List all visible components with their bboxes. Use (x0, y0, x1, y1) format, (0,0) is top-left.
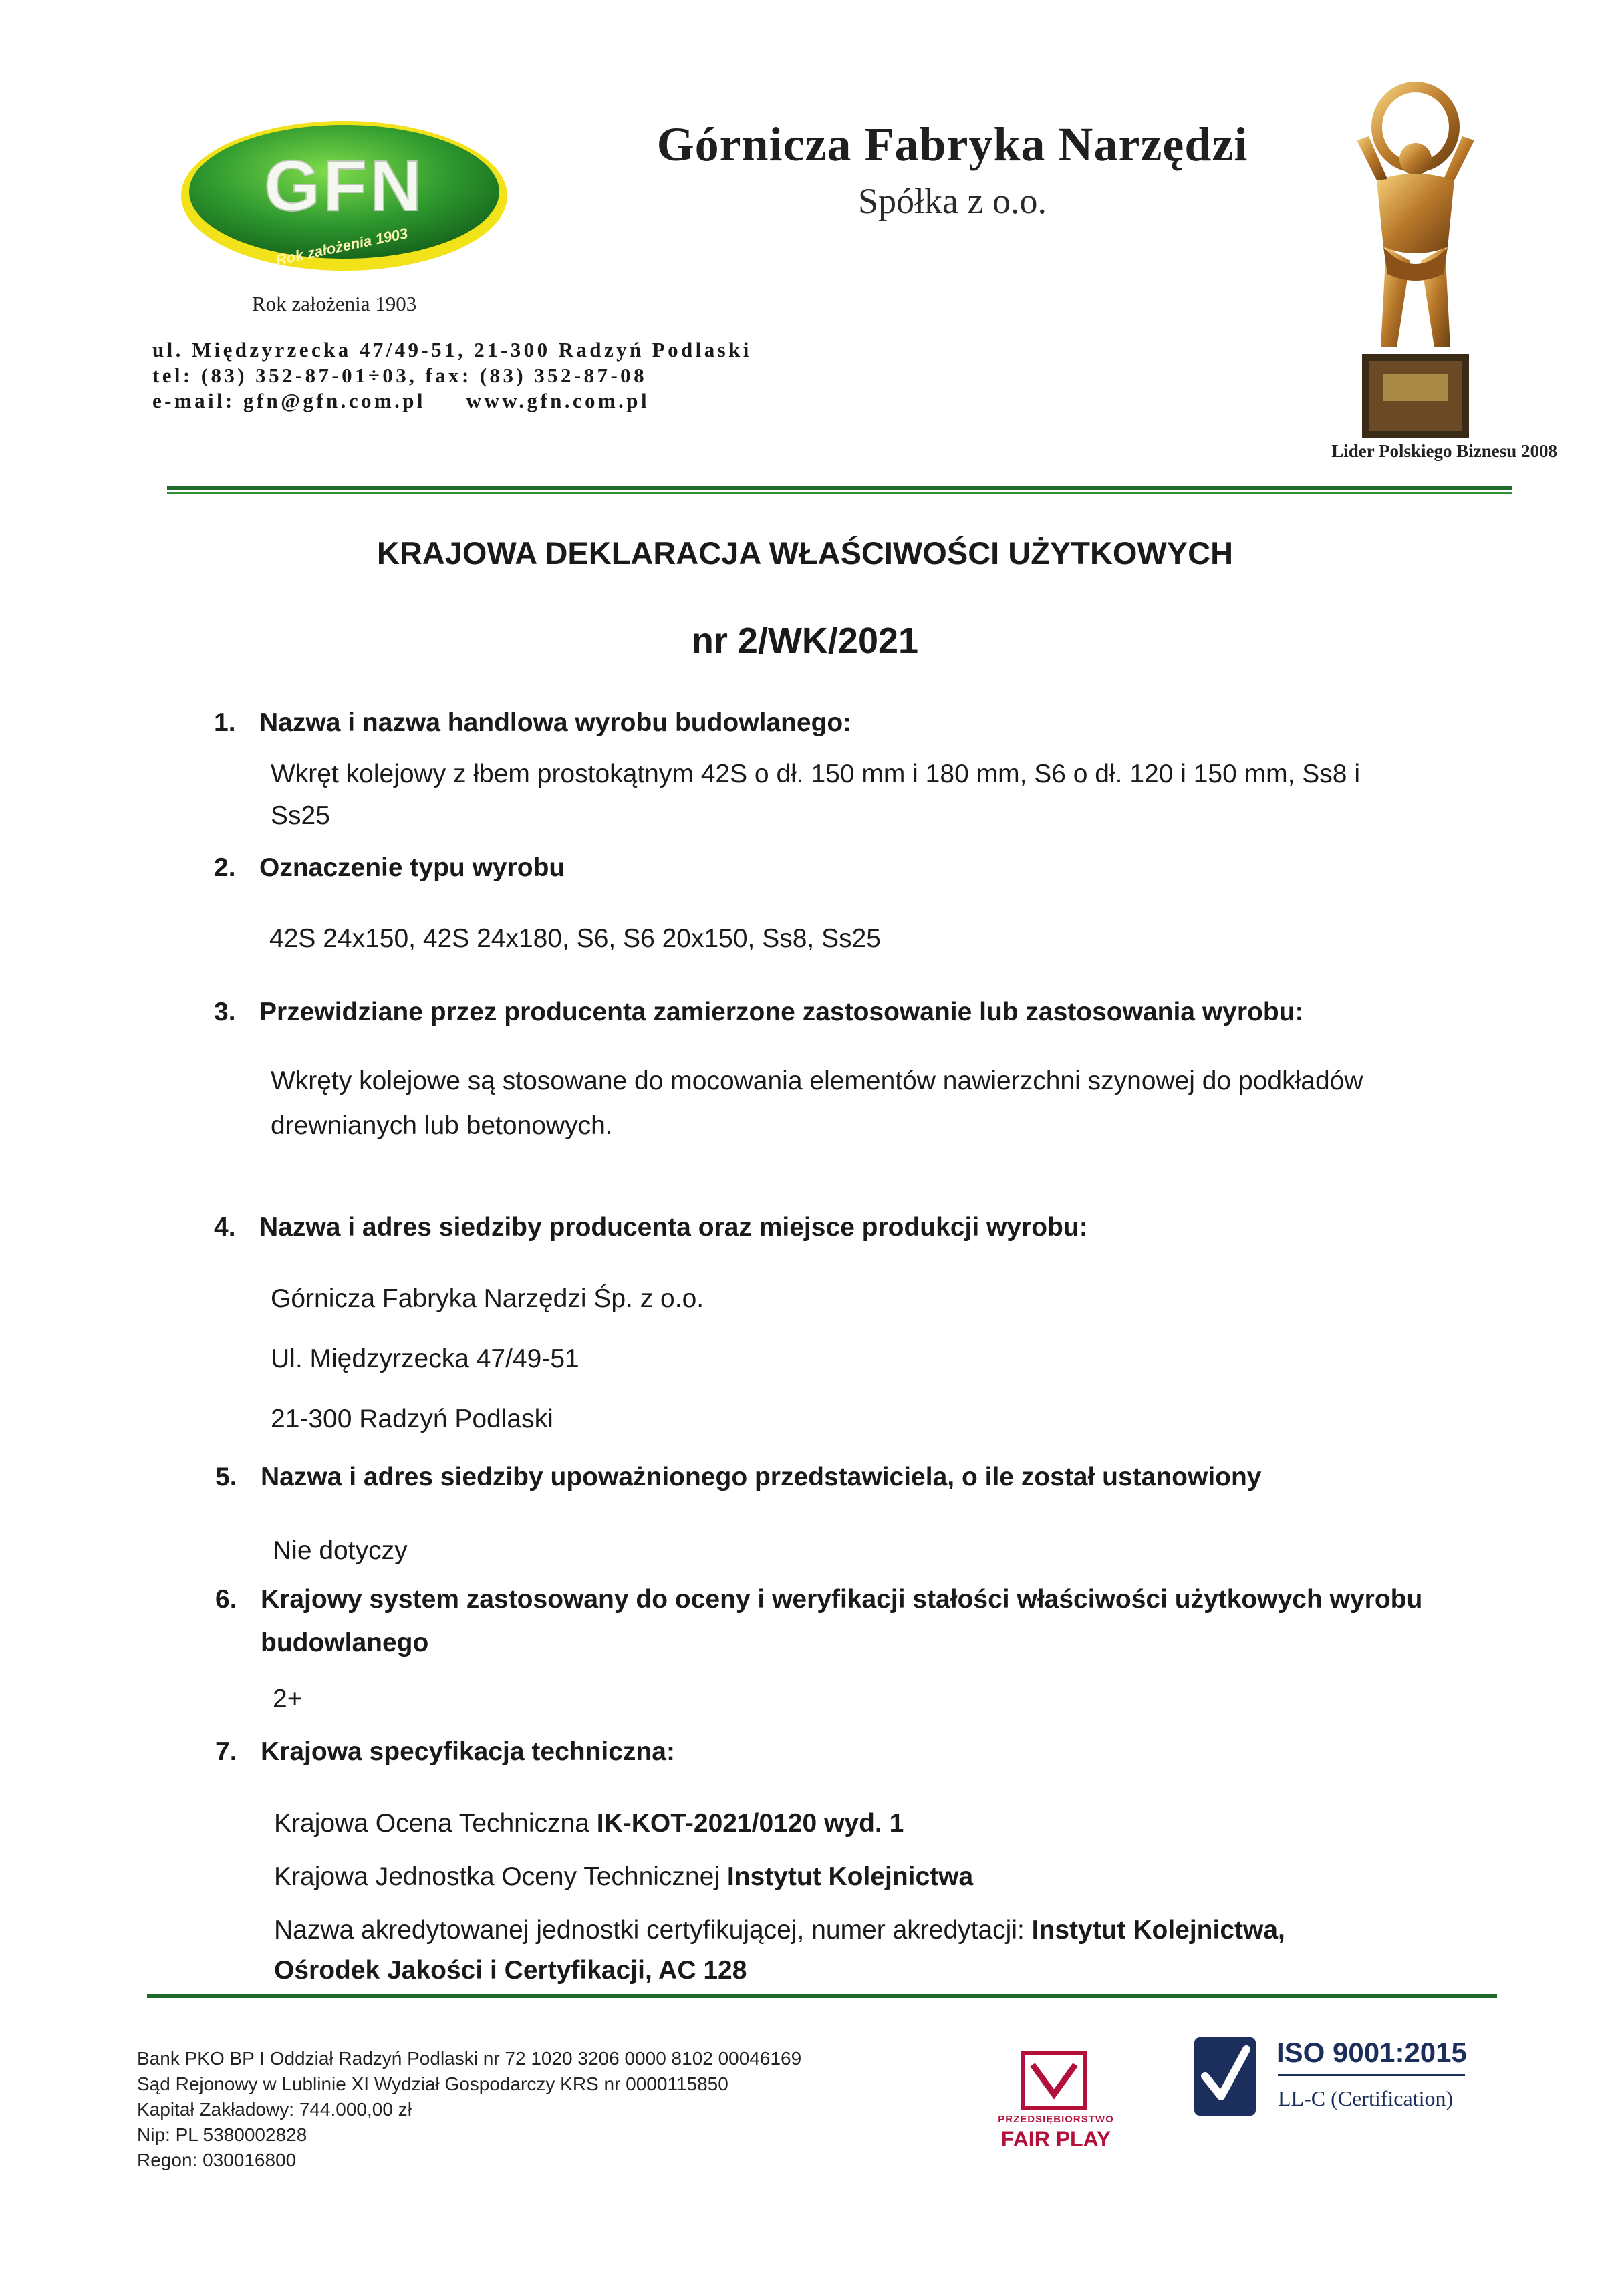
accreditation: Ośrodek Jakości i Certyfikacji, AC 128 (274, 1956, 747, 1985)
iso-certifier: LL-C (Certification) (1278, 2086, 1454, 2110)
section-4-heading: 4. Nazwa i adres siedziby producenta oraz miejsce produkcji wyrobu: (214, 1213, 1088, 1242)
section-4-text-line2: Ul. Międzyrzecka 47/49-51 (271, 1344, 579, 1373)
iso-divider (1278, 2074, 1465, 2076)
section-5-text: Nie dotyczy (273, 1536, 408, 1565)
website-link[interactable]: www.gfn.com.pl (466, 389, 650, 412)
section-1-text-line2: Ss25 (271, 801, 330, 830)
address-street: ul. Międzyrzecka 47/49-51, 21-300 Radzyń Podlaski (152, 338, 752, 362)
header-divider-accent (167, 492, 1512, 494)
founding-year: Rok założenia 1903 (252, 292, 417, 315)
address-web (152, 388, 752, 414)
section-6-heading: 6. Krajowy system zastosowany do oceny i weryfikacji stałości właściwości użytkowych wyrobu (215, 1585, 1423, 1614)
email-link[interactable]: e-mail: gfn@gfn.com.pl (152, 389, 426, 412)
section-2-heading: 2. Oznaczenie typu wyrobu (214, 853, 565, 882)
company-form: Spółka z o.o. (858, 181, 1047, 221)
fair-play-title: FAIR PLAY (1000, 2127, 1111, 2151)
trophy-icon (1330, 80, 1504, 441)
footer-divider (147, 1994, 1497, 1998)
court-registry: Sąd Rejonowy w Lublinie XI Wydział Gospodarczy KRS nr 0000115850 (137, 2073, 728, 2094)
iso-standard: ISO 9001:2015 (1277, 2037, 1467, 2068)
section-1-heading: 1. Nazwa i nazwa handlowa wyrobu budowlanego: (214, 708, 852, 737)
svg-text:GFN: GFN (264, 145, 424, 226)
regon-number: Regon: 030016800 (137, 2150, 297, 2170)
document-number: nr 2/WK/2021 (691, 621, 919, 661)
company-name: Górnicza Fabryka Narzędzi (656, 118, 1248, 171)
address-phone: tel: (83) 352-87-01÷03, fax: (83) 352-87-08 (152, 364, 647, 387)
header-divider (167, 486, 1512, 490)
award-caption: Lider Polskiego Biznesu 2008 (1331, 441, 1557, 461)
section-7-line2: Krajowa Jednostka Oceny Technicznej Instytut Kolejnictwa (274, 1862, 974, 1891)
section-4-text-line1: Górnicza Fabryka Narzędzi Śp. z o.o. (271, 1284, 704, 1313)
fair-play-caption: PRZEDSIĘBIORSTWO (998, 2114, 1114, 2125)
section-1-text-line1: Wkręt kolejowy z łbem prostokątnym 42S o dł. 150 mm i 180 mm, S6 o dł. 120 i 150 mm, Ss8 i (271, 760, 1360, 788)
share-capital: Kapitał Zakładowy: 744.000,00 zł (137, 2099, 412, 2120)
svg-text:Rok założenia 1903: Rok założenia 1903 (274, 225, 410, 269)
kot-number: IK-KOT-2021/0120 wyd. 1 (596, 1809, 904, 1838)
fair-play-logo-icon (1021, 2050, 1087, 2110)
gfn-logo (177, 117, 511, 277)
section-7-line3: Nazwa akredytowanej jednostki certyfikującej, numer akredytacji: Instytut Kolejnictwa, (274, 1916, 1285, 1945)
company-registration-info (137, 2046, 801, 2173)
section-7-heading: 7. Krajowa specyfikacja techniczna: (215, 1737, 675, 1766)
section-3-text-line2: drewnianych lub betonowych. (271, 1111, 613, 1140)
certification-body: Instytut Kolejnictwa, (1031, 1916, 1285, 1945)
company-address (152, 337, 752, 414)
section-7-line1: Krajowa Ocena Techniczna IK-KOT-2021/0120 wyd. 1 (274, 1809, 904, 1838)
document-title: KRAJOWA DEKLARACJA WŁAŚCIWOŚCI UŻYTKOWYCH (376, 535, 1234, 571)
section-7-line4 (274, 1950, 747, 1991)
section-6-text: 2+ (273, 1685, 303, 1713)
bank-account: Bank PKO BP I Oddział Radzyń Podlaski nr 72 1020 3206 0000 8102 00046169 (137, 2048, 802, 2069)
iso-check-icon (1192, 2035, 1258, 2118)
assessment-body: Instytut Kolejnictwa (726, 1862, 974, 1891)
section-5-heading: 5. Nazwa i adres siedziby upoważnionego przedstawiciela, o ile został ustanowiony (215, 1463, 1262, 1491)
section-6-heading-cont: budowlanego (261, 1628, 429, 1657)
section-2-text: 42S 24x150, 42S 24x180, S6, S6 20x150, Ss8, Ss25 (269, 924, 881, 953)
section-3-text-line1: Wkręty kolejowe są stosowane do mocowania elementów nawierzchni szynowej do podkładów (271, 1066, 1363, 1095)
section-4-text-line3: 21-300 Radzyń Podlaski (271, 1405, 553, 1433)
nip-number: Nip: PL 5380002828 (137, 2124, 307, 2145)
section-3-heading: 3. Przewidziane przez producenta zamierzone zastosowanie lub zastosowania wyrobu: (214, 998, 1304, 1026)
